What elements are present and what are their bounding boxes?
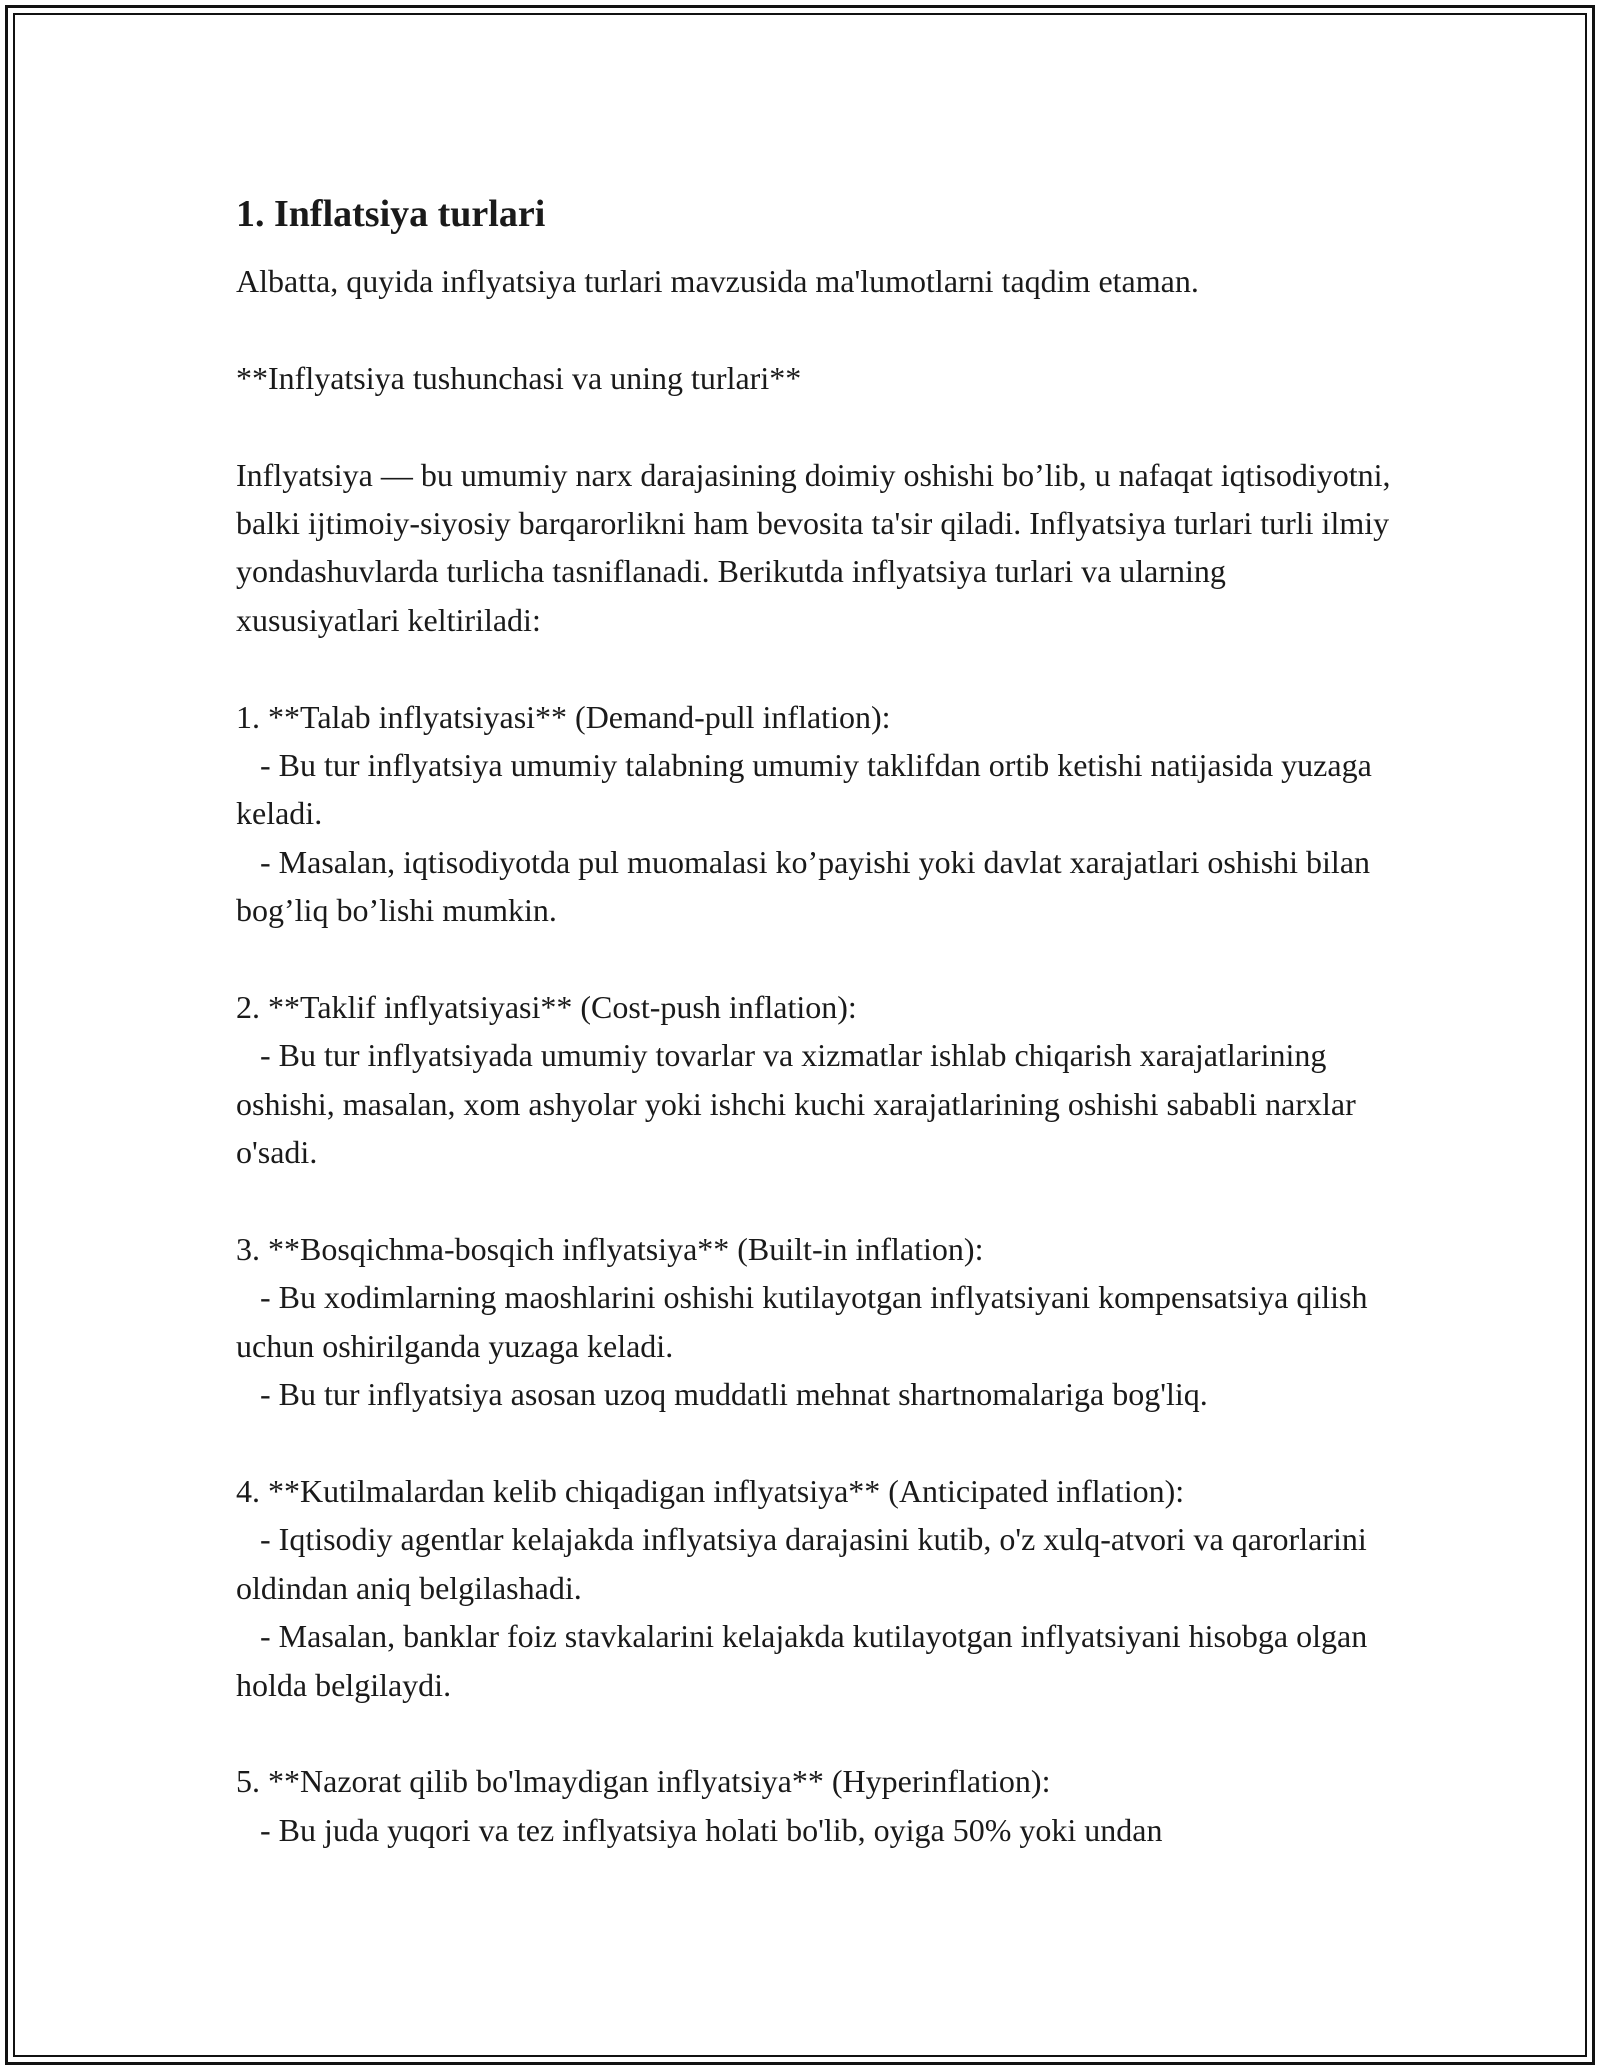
paragraph-gap <box>236 1419 1396 1467</box>
section-3-title: 3. **Bosqichma-bosqich inflyatsiya** (Built-in inflation): <box>236 1231 984 1268</box>
subtitle-paragraph: **Inflyatsiya tushunchasi va uning turlari** <box>236 359 802 396</box>
section-1-title: 1. **Talab inflyatsiyasi** (Demand-pull inflation): <box>236 698 891 735</box>
paragraph-gap <box>236 935 1396 983</box>
paragraph-gap <box>236 305 1396 353</box>
intro-paragraph: Albatta, quyida inflyatsiya turlari mavzusida ma'lumotlarni taqdim etaman. <box>236 263 1199 299</box>
section-3-point-2: - Bu tur inflyatsiya asosan uzoq muddatli mehnat shartnomalariga bog'liq. <box>236 1376 1208 1413</box>
section-1-point-1: - Bu tur inflyatsiya umumiy talabning umumiy taklifdan ortib ketishi natijasida yuzaga keladi. <box>236 747 1380 832</box>
section-1-point-2: - Masalan, iqtisodiyotda pul muomalasi ko’payishi yoki davlat xarajatlari oshishi bilan bog’liq bo’lishi mumkin. <box>236 843 1379 929</box>
paragraph-gap <box>236 644 1396 692</box>
section-3-point-1: - Bu xodimlarning maoshlarini oshishi kutilayotgan inflyatsiyani kompensatsiya qilish uchun oshirilganda yuzaga keladi. <box>236 1279 1376 1364</box>
section-2-point-1: - Bu tur inflyatsiyada umumiy tovarlar va xizmatlar ishlab chiqarish xarajatlarining oshishi, masalan, xom ashyolar yoki ishchi kuchi xarajatlarining oshishi sababli narxlar o'sadi. <box>236 1037 1364 1171</box>
definition-paragraph: Inflyatsiya — bu umumiy narx darajasining doimiy oshishi bo’lib, u nafaqat iqtisodiyotni, balki ijtimoiy-siyosiy barqarorlikni ham bevosita ta'sir qiladi. Inflyatsiya turlari turli ilmiy yondashuvlarda turlicha tasniflanadi. Berikutda inflyatsiya turlari va ularning xususiyatlari keltiriladi: <box>236 456 1399 638</box>
section-2-title: 2. **Taklif inflyatsiyasi** (Cost-push inflation): <box>236 989 857 1026</box>
section-4-point-2: - Masalan, banklar foiz stavkalarini kelajakda kutilayotgan inflyatsiyani hisobga olgan holda belgilaydi. <box>236 1618 1376 1703</box>
paragraph-gap <box>236 402 1396 450</box>
section-4-title: 4. **Kutilmalardan kelib chiqadigan inflyatsiya** (Anticipated inflation): <box>236 1473 1185 1510</box>
section-4-point-1: - Iqtisodiy agentlar kelajakda inflyatsiya darajasini kutib, o'z xulq-atvori va qarorlarini oldindan aniq belgilashadi. <box>236 1521 1375 1606</box>
paragraph-gap <box>236 1709 1396 1757</box>
document-page <box>236 186 1399 1854</box>
paragraph-gap <box>236 1177 1396 1225</box>
section-5-title: 5. **Nazorat qilib bo'lmaydigan inflyatsiya** (Hyperinflation): <box>236 1763 1051 1800</box>
section-5-point-1: - Bu juda yuqori va tez inflyatsiya holati bo'lib, oyiga 50% yoki undan <box>236 1811 1163 1848</box>
document-heading: 1. Inflatsiya turlari <box>236 193 546 235</box>
